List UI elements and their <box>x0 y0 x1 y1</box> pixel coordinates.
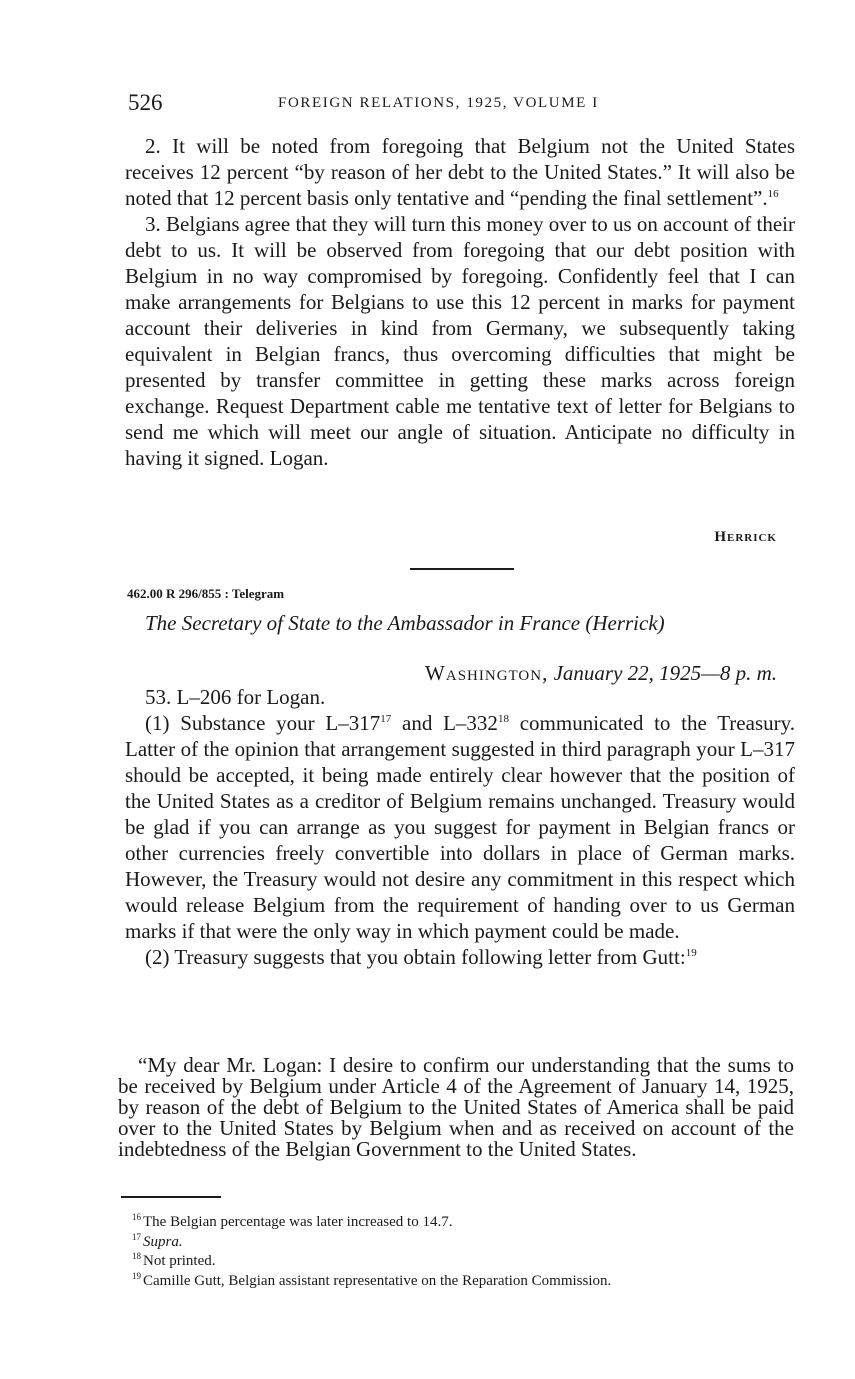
dateline-place: Washington, <box>425 661 549 685</box>
footnotes <box>118 1210 794 1288</box>
footnote-ref-18: 18 <box>497 713 509 725</box>
running-title: FOREIGN RELATIONS, 1925, VOLUME I <box>278 95 599 111</box>
footnote-19: $^{19}$ Camille Gutt, Belgian assistant representative on the Reparation Commission. <box>132 1270 612 1289</box>
telegram-opening: 53. L–206 for Logan. <box>145 685 326 709</box>
footnote-16: $^{16}$ The Belgian percentage was later increased to 14.7. <box>132 1212 453 1230</box>
paragraph-2: 2. It will be noted from foregoing that Belgium not the United States receives 12 percent “by reason of her debt to the United States.” It will also be noted that 12 percent basis only tentative and “pending the final settlement”.$^{16}$ <box>125 134 795 210</box>
telegram-paragraph-1: (1) Substance your $L-317^{17}$ and $L-332^{18}$ communicated to the Treasury. Latter of the opinion that arrangement suggested in third paragraph your L–317 should be accepted, it being made entirely clear however that the position of the United States as a creditor of Belgium remains unchanged. Treasury would be glad if you can arrange as you suggest for payment in Belgian francs or other currencies freely convertible into dollars in place of German marks. However, the Treasury would not desire any commitment in this respect which would release Belgium from the requirement of handing over to us German marks if that were the only way in which payment could be made. <box>125 711 795 943</box>
footnote-ref-16: 16 <box>767 188 779 200</box>
footnote-ref-19: 19 <box>685 947 697 959</box>
section-divider <box>410 568 514 570</box>
footnote-17: $^{17}$ Supra. <box>132 1231 183 1250</box>
telegram-paragraph-2: (2) Treasury suggests that you obtain following letter from Gutt:$^{19}$ <box>145 945 697 969</box>
quoted-letter <box>118 1055 794 1160</box>
telegram-body <box>125 684 795 970</box>
dateline <box>425 661 777 686</box>
footnote-rule <box>121 1196 221 1198</box>
top-paragraphs <box>125 133 795 471</box>
document-title: The Secretary of State to the Ambassador in France (Herrick) <box>145 611 665 635</box>
page-number: 526 <box>128 90 163 115</box>
signature: Herrick <box>714 529 777 545</box>
footnote-ref-17: 17 <box>380 713 392 725</box>
dateline-date: January 22, 1925—8 p. m. <box>553 661 777 685</box>
footnote-18: $^{18}$ Not printed. <box>132 1251 216 1269</box>
document-reference: 462.00 R 296/855 : Telegram <box>127 586 285 601</box>
quoted-letter-text: “My dear Mr. Logan: I desire to confirm our understanding that the sums to be received by Belgium under Article 4 of the Agreement of January 14, 1925, by reason of the debt of Belgium to the United States of America shall be paid over to the United States by Belgium when and as received on account of the indebtedness of the Belgian Government to the United States. <box>118 1053 794 1161</box>
paragraph-3: 3. Belgians agree that they will turn this money over to us on account of their debt to us. It will be observed from foregoing that our debt position with Belgium in no way compromised by foregoing. Confidently feel that I can make arrangements for Belgians to use this 12 percent in marks for payment account their deliveries in kind from Germany, we subsequently taking equivalent in Belgian francs, thus overcoming difficulties that might be presented by transfer committee in getting these marks across foreign exchange. Request Department cable me tentative text of letter for Belgians to send me which will meet our angle of situation. Anticipate no difficulty in having it signed. Logan. <box>125 212 795 470</box>
